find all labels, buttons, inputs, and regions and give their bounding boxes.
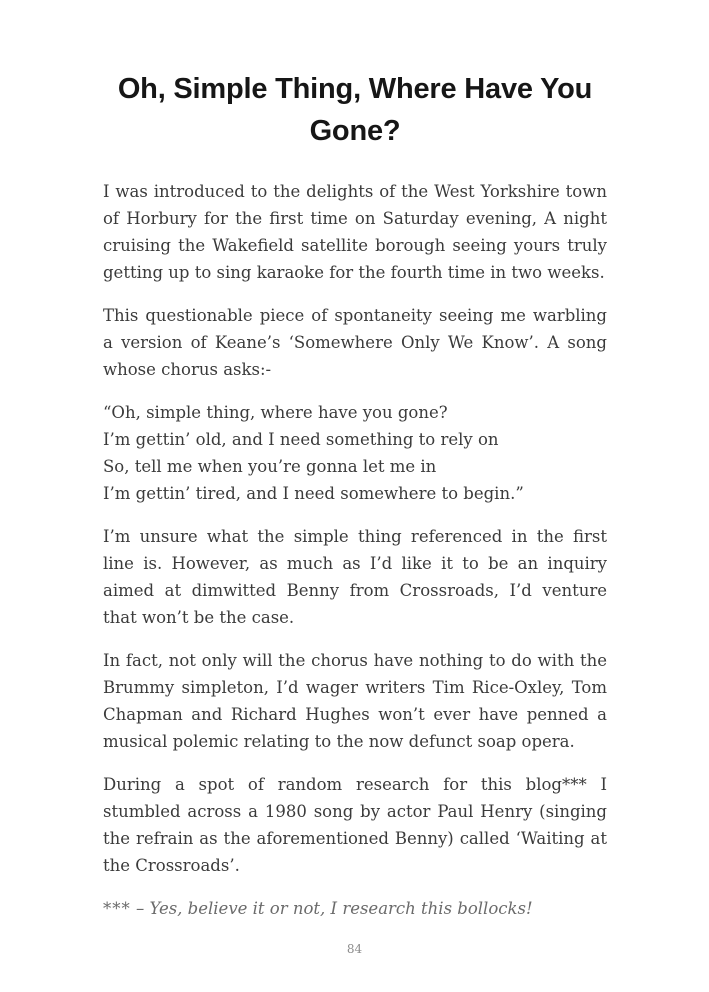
body-paragraph: In fact, not only will the chorus have nothing to do with the Brummy simpleton, I’d wager writers Tim Rice-Oxley, Tom Chapman and Richard Hughes won’t ever have penned a musical polemic relating to the now defunct soap opera. — [103, 651, 607, 751]
page-number: 84 — [346, 942, 363, 956]
footnote-marker: *** — [103, 899, 131, 918]
body-paragraph: I’m unsure what the simple thing referenced in the first line is. However, as much as I’d like it to be an inquiry aimed at dimwitted Benny from Crossroads, I’d venture that won’t be the case. — [103, 527, 607, 627]
body-paragraph: This questionable piece of spontaneity seeing me warbling a version of Keane’s ‘Somewhere Only We Know’. A song whose chorus asks:- — [103, 306, 607, 379]
page-title: Oh, Simple Thing, Where Have You Gone? — [117, 73, 593, 147]
lyric-line: So, tell me when you’re gonna let me in — [103, 457, 437, 476]
lyric-line: “Oh, simple thing, where have you gone? — [103, 403, 448, 422]
lyric-line: I’m gettin’ old, and I need something to rely on — [103, 430, 499, 449]
footnote — [103, 895, 607, 922]
body-paragraph: I was introduced to the delights of the West Yorkshire town of Horbury for the first time on Saturday evening, A night cruising the Wakefield satellite borough seeing yours truly getting up to sing karaoke for the fourth time in two weeks. — [103, 182, 607, 282]
body-paragraph: During a spot of random research for this blog*** I stumbled across a 1980 song by actor Paul Henry (singing the refrain as the aforementioned Benny) called ‘Waiting at the Crossroads’. — [103, 775, 607, 875]
lyric-line: I’m gettin’ tired, and I need somewhere to begin.” — [103, 484, 524, 503]
lyrics-quote — [103, 399, 607, 507]
footnote-text: – Yes, believe it or not, I research this bollocks! — [136, 899, 533, 918]
